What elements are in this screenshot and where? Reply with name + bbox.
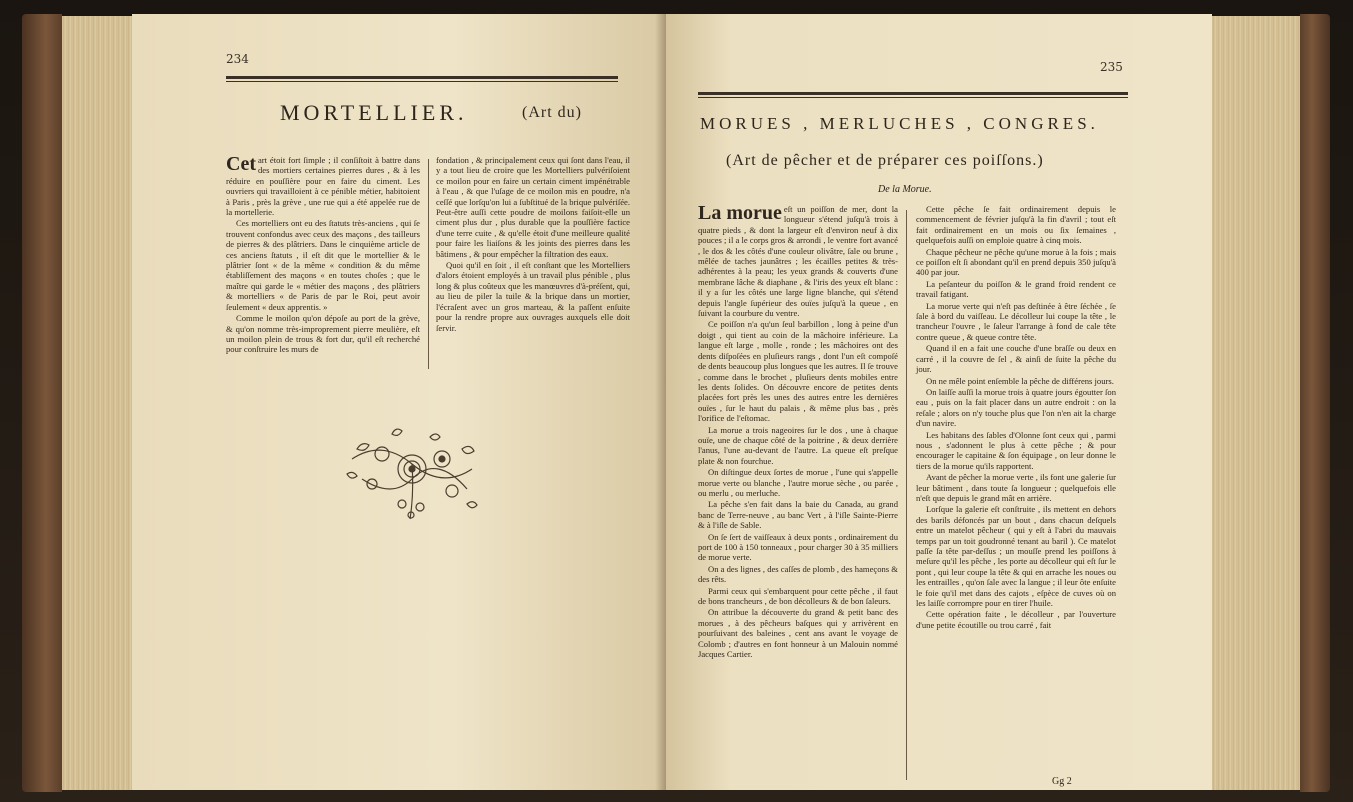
paragraph: On laiſſe auſſi la morue trois à quatre jours égoutter ſon eau , puis on la fait placer dans un autre endroit : on la reſale ; alors on n'y touche plus que l'on n'en ait la charge d'un navire. (916, 386, 1116, 429)
paragraph: Parmi ceux qui s'embarquent pour cette pêche , il faut de bons trancheurs , de bon décolleurs & de bon ſaleurs. (698, 585, 898, 607)
section-heading: De la Morue. (878, 184, 932, 195)
paragraph: Quand il en a fait une couche d'une braſſe ou deux en carré , il la couvre de ſel , & ainſi de ſuite la pêche du jour. (916, 343, 1116, 375)
paragraph: Comme le moilon qu'on dépoſe au port de la grève, & qu'on nomme très-improprement pierre meulière, eſt un moilon plein de trous & fort dur, qu'il eſt recherché pour conſtruire les murs de (226, 313, 420, 355)
paragraph: La morue a trois nageoires ſur le dos , une à chaque ouïe, une de chaque côté de la poitrine , & deux derrière l'anus, l'une au-devant de l'autre. La queue eſt preſque plate & non fourchue. (698, 424, 898, 466)
floral-ornament (342, 419, 482, 524)
page-number: 234 (226, 52, 249, 66)
paragraph: On ne mêle point enſemble la pêche de différens jours. (926, 375, 1114, 386)
left-cover (22, 14, 62, 792)
right-page (666, 14, 1212, 790)
text-column-2 (916, 204, 1116, 631)
paragraph: On ſe ſert de vaiſſeaux à deux ponts , ordinairement du port de 100 à 150 tonneaux , pour charger 30 à 35 milliers de morue verte. (698, 531, 898, 563)
signature-mark: Gg 2 (1052, 776, 1072, 787)
left-page-edges (62, 16, 132, 790)
header-rule-thin (226, 81, 618, 82)
column-divider (428, 159, 429, 369)
paragraph: Cette opération faite , le décolleur , par l'ouverture d'une petite écoutille ou trou carré , fait (916, 609, 1116, 630)
paragraph: Chaque pêcheur ne pêche qu'une morue à la fois ; mais ce poiſſon eſt ſi abondant qu'il en prend depuis 350 juſqu'à 400 par jour. (916, 246, 1116, 278)
paragraph: Quoi qu'il en ſoit , il eſt conſtant que les Mortelliers d'alors étoient employés à un travail plus pénible , plus long & plus coûteux que les manœuvres d'à-préſent, qui, au lieu de piler la tuile & la brique dans un mortier, l'écraſent avec un gros marteau, & la paſſent enſuite pour la rendre propre aux ouvrages auxquels elle doit ſervir. (436, 260, 630, 333)
paragraph: La peſanteur du poiſſon & le grand froid rendent ce travail fatigant. (916, 278, 1116, 300)
text-column-2 (436, 155, 630, 334)
page-title: MORTELLIER. (280, 100, 468, 125)
paragraph: Ce poiſſon n'a qu'un ſeul barbillon , long à peine d'un doigt , qui tient au coin de la mâchoire inférieure. La langue eſt large , molle , ronde ; les mâchoires ont des dents diſpoſées en pluſieurs rangs , dont l'un eſt compoſé de dents beaucoup plus longues que les autres. Il ſe trouve , comme dans le brochet , pluſieurs dents mobiles entre les dents ſolides. On découvre encore de petites dents placées fort près les unes des autres entre les dernières ouïes , ſur le haut du palais , & même plus bas , près l'orifice de l'eſtomac. (698, 319, 898, 424)
drop-cap: Cet (226, 153, 256, 175)
column-divider (906, 210, 907, 780)
paragraph: La morue eſt un poiſſon de mer, dont la longueur s'étend juſqu'à trois à quatre pieds , & dont la largeur eſt d'environ neuf à dix pouces ; il a le corps gros & arrondi , le ventre fort avancé , le dos & les côtés d'une couleur olivâtre, ſale ou brune , mêlée de taches jaunâtres ; les écailles petites & très-adhérentes à la peau; les yeux grands & couverts d'une membrane lâche & diaphane , & l'iris des yeux eſt blanc : il y a ſur les côtés une large ligne blanche, qui s'étend depuis l'angle ſupérieur des ouïes juſqu'à la queue , en ſuivant la courbure du ventre. (698, 202, 898, 319)
text-column-1 (698, 204, 898, 660)
drop-cap: La morue (698, 202, 782, 224)
paragraph: Ces mortelliers ont eu des ſtatuts très-anciens , qui ſe trouvent confondus avec ceux des maçons , des tailleurs de pierres & des plâtriers. Dans le cinquième article de ces anciens ſtatuts , il eſt dit que le mortellier & le plâtrier ſont « de la même « condition & du même établiſſement des maçons « en toutes choſes ; que le maître qui garde le « métier des maçons , des plâtriers & mortelliers « de Paris de par le Roi, peut avoir ſeulement « deux apprentis. » (226, 218, 420, 312)
header-rule (698, 92, 1128, 95)
right-cover (1300, 14, 1330, 792)
paragraph: On attribue la découverte du grand & petit banc des morues , à des pêcheurs baſques qui y arrivèrent en pourſuivant des baleines , cent ans avant le voyage de Colomb ; d'autres en font honneur à un Malouin nommé Jacques Cartier. (698, 607, 898, 660)
page-title: MORUES , MERLUCHES , CONGRES. (700, 114, 1099, 133)
header-rule-thin (698, 97, 1128, 98)
paragraph: fondation , & principalement ceux qui ſont dans l'eau, il y a tout lieu de croire que les Mortelliers pulvériſoient ce moilon pour en faire un certain ciment impénétrable à l'eau , & que l'uſage de ce moilon mis en poudre, n'a ceſſé que lorſqu'on lui a ſubſtitué de la brique pulvériſée. Peut-être auſſi cette poudre de moilons faiſoit-elle un ciment plus dur , plus durable que la pouſſière factice d'une terre cuite , & qu'elle étoit d'une meilleure qualité pour faire les liaiſons & les joints des pierres dans les bâtimens , & pour empêcher la filtration des eaux. (436, 155, 630, 259)
paragraph: Cette pêche ſe fait ordinairement depuis le commencement de février juſqu'à la fin d'avril ; tout eſt fait ordinairement en un mois ou ſix ſemaines , quelquefois auſſi on emploie quatre à cinq mois. (916, 204, 1116, 246)
page-number: 235 (1100, 60, 1123, 74)
left-page (132, 14, 666, 790)
paragraph: On diſtingue deux ſortes de morue , l'une qui s'appelle morue verte ou blanche , l'autre morue sèche , ou parée , ou merlu , ou merluche. (698, 467, 898, 498)
header-rule (226, 76, 618, 79)
right-page-edges (1212, 16, 1302, 790)
paragraph: On a des lignes , des caſſes de plomb , des hameçons & des rêts. (698, 563, 898, 585)
page-subtitle: (Art de pêcher et de préparer ces poiſſons.) (726, 152, 1044, 169)
paragraph: La morue verte qui n'eſt pas deſtinée à être ſéchée , ſe ſale à bord du vaiſſeau. Le décolleur lui coupe la tête , le trancheur l'ouvre , le ſaleur l'arrange à fond de cale tête contre queue , & queue contre tête. (916, 300, 1116, 342)
text-column-1 (226, 155, 420, 356)
paragraph: Avant de pêcher la morue verte , ils font une galerie ſur leur bâtiment , dans toute ſa longueur ; quelquefois elle n'eſt que depuis le grand mât en arrière. (916, 472, 1116, 503)
paragraph: Lorſque la galerie eſt conſtruite , ils mettent en dehors des barils défoncés par un bout , dans chacun deſquels entre un matelot pêcheur ( qui y eſt à l'abri du mauvais temps par un toit goudronné tenant au baril ). Ce matelot paſſe ſa tête par-deſſus ; un mouſſe prend les poiſſons à meſure qu'il les pêche , les porte au décolleur qui eſt ſur le pont , qui leur coupe la tête & qui en arrache les noues ou les entrailles , qu'on ſale avec la langue ; il leur ôte enſuite le foie qu'il met dans des cajots , eſpèce de cuves où on les laiſſe corrompre pour en tirer l'huile. (916, 504, 1116, 609)
paragraph: Cet art étoit fort ſimple ; il conſiſtoit à battre dans des mortiers certaines pierres dures , & à les réduire en pouſſière pour en faire du ciment. Les ouvriers qui travailloient à ce pénible métier, habitoient à Paris , près la grève , une rue qui a été appelée rue de la mortellerie. (226, 153, 420, 218)
page-title-suffix: (Art du) (522, 104, 582, 121)
paragraph: La pêche s'en fait dans la baie du Canada, au grand banc de Terre-neuve , au banc Vert , à l'iſle Sainte-Pierre & à l'iſle de Sable. (698, 499, 898, 531)
paragraph: Les habitans des ſables d'Olonne ſont ceux qui , parmi nous , s'adonnent le plus à cette pêche ; & pour encourager le capitaine & ſon équipage , on leur donne le tiers de la morue qu'ils rapportent. (916, 429, 1116, 471)
